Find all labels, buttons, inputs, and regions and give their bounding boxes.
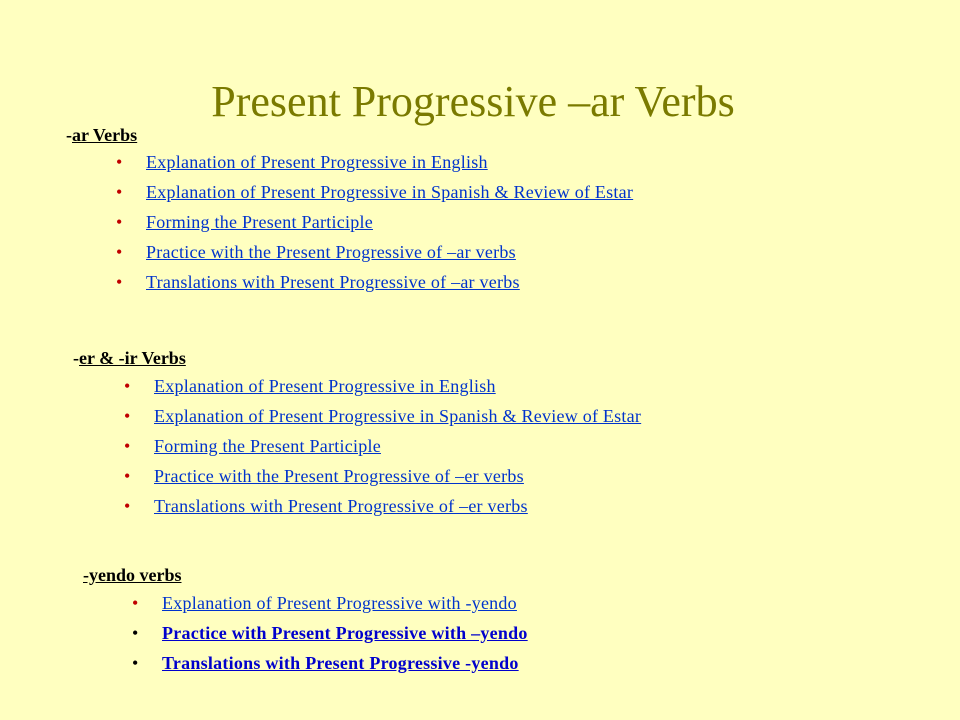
link-explanation-spanish[interactable]: Explanation of Present Progressive in Spanish & Review of Estar bbox=[154, 406, 642, 426]
link-practice[interactable]: Practice with the Present Progressive of –ar verbs bbox=[146, 242, 516, 262]
link-forming-participle[interactable]: Forming the Present Participle bbox=[154, 436, 381, 456]
section-ar-verbs bbox=[66, 124, 137, 146]
section-er-ir-verbs bbox=[73, 347, 186, 369]
bullet-icon: • bbox=[116, 212, 123, 232]
bullet-icon: • bbox=[124, 406, 131, 426]
link-practice-yendo[interactable]: Practice with Present Progressive with –yendo bbox=[162, 623, 528, 643]
section-heading bbox=[73, 347, 186, 369]
link-explanation-english[interactable]: Explanation of Present Progressive in English bbox=[146, 152, 488, 172]
link-forming-participle[interactable]: Forming the Present Participle bbox=[146, 212, 373, 232]
heading-prefix: - bbox=[66, 125, 72, 145]
link-translations[interactable]: Translations with Present Progressive of –er verbs bbox=[154, 496, 528, 516]
bullet-icon: • bbox=[124, 436, 131, 456]
bullet-icon: • bbox=[124, 376, 131, 396]
bullet-icon: • bbox=[132, 623, 139, 643]
section-yendo-verbs bbox=[83, 564, 182, 586]
bullet-icon: • bbox=[116, 242, 123, 262]
link-translations[interactable]: Translations with Present Progressive of –ar verbs bbox=[146, 272, 520, 292]
bullet-icon: • bbox=[116, 272, 123, 292]
section-heading bbox=[83, 564, 182, 586]
bullet-icon: • bbox=[132, 593, 139, 613]
link-explanation-yendo[interactable]: Explanation of Present Progressive with -yendo bbox=[162, 593, 517, 613]
link-explanation-english[interactable]: Explanation of Present Progressive in English bbox=[154, 376, 496, 396]
bullet-icon: • bbox=[116, 182, 123, 202]
heading-text[interactable]: er & -ir Verbs bbox=[79, 348, 186, 368]
link-translations-yendo[interactable]: Translations with Present Progressive -yendo bbox=[162, 653, 519, 673]
heading-text[interactable]: -yendo verbs bbox=[83, 565, 182, 585]
heading-text[interactable]: ar Verbs bbox=[72, 125, 138, 145]
bullet-icon: • bbox=[124, 466, 131, 486]
section-heading bbox=[66, 124, 137, 146]
link-explanation-spanish[interactable]: Explanation of Present Progressive in Spanish & Review of Estar bbox=[146, 182, 634, 202]
link-practice[interactable]: Practice with the Present Progressive of –er verbs bbox=[154, 466, 524, 486]
bullet-icon: • bbox=[116, 152, 123, 172]
bullet-icon: • bbox=[132, 653, 139, 673]
page-title: Present Progressive –ar Verbs bbox=[211, 77, 735, 126]
bullet-icon: • bbox=[124, 496, 131, 516]
heading-prefix: - bbox=[73, 348, 79, 368]
